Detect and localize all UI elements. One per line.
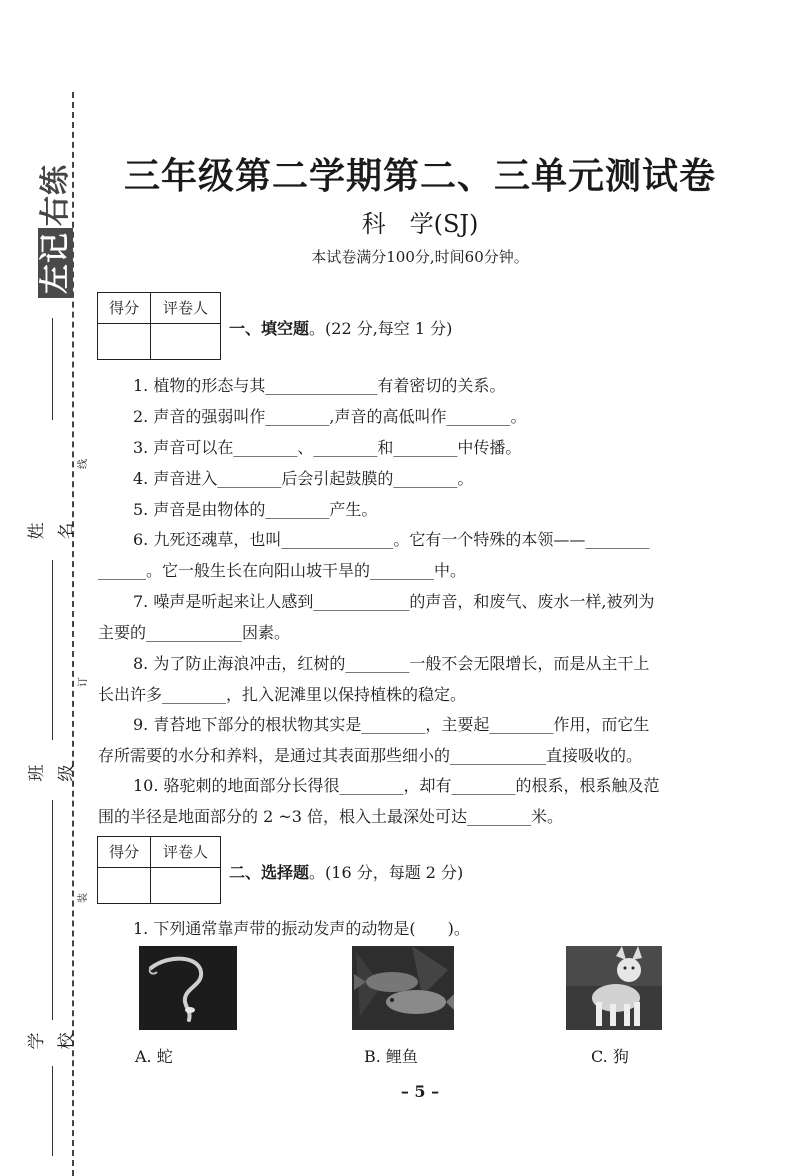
- question-line: 1. 植物的形态与其______________有着密切的关系。: [133, 376, 506, 395]
- score-table: [97, 836, 221, 904]
- school-label: 学校: [27, 1032, 77, 1050]
- score-table: [97, 292, 221, 360]
- school-field-line: [52, 1066, 53, 1156]
- page-number: – 5 –: [400, 1082, 440, 1101]
- name-field-line: [52, 560, 53, 640]
- grader-header: 评卷人: [162, 843, 208, 861]
- name-label: 姓名: [27, 522, 77, 540]
- question-line: 长出许多________，扎入泥滩里以保持植株的稳定。: [98, 685, 467, 704]
- section2-label: 二、选择题: [229, 863, 310, 882]
- option-c: C. 狗: [591, 1047, 629, 1066]
- bind-mark-line: 线: [78, 459, 89, 469]
- margin-rule: [52, 318, 53, 420]
- exam-info: 本试卷满分100分,时间60分钟。: [311, 248, 529, 266]
- question-line: 6. 九死还魂草，也叫______________。它有一个特殊的本领——________: [133, 530, 650, 549]
- question-line: 4. 声音进入________后会引起鼓膜的________。: [133, 469, 474, 488]
- question-line: 3. 声音可以在________、________和________中传播。: [133, 438, 522, 457]
- question-line: 存所需要的水分和养料，是通过其表面那些细小的____________直接吸收的。: [98, 746, 643, 765]
- bind-mark-zhuang: 装: [78, 893, 89, 903]
- score-header: 得分: [108, 843, 139, 861]
- option-b: B. 鲤鱼: [364, 1047, 418, 1066]
- brand-plain-text: 右练: [38, 164, 73, 226]
- page-title: 三年级第二学期第二、三单元测试卷: [123, 155, 716, 197]
- question-line: 7. 噪声是听起来让人感到____________的声音，和废气、废水一样,被列为: [133, 592, 655, 611]
- section1-heading: [229, 316, 452, 339]
- question-line: ______。它一般生长在向阳山坡干旱的________中。: [98, 561, 467, 580]
- carp-image: [352, 946, 454, 1030]
- dog-image: [566, 946, 662, 1030]
- margin-rule: [52, 890, 53, 1020]
- question-line: 5. 声音是由物体的________产生。: [133, 500, 378, 519]
- grader-header: 评卷人: [162, 299, 208, 317]
- brand-box-text: 左记: [38, 228, 73, 298]
- question-line: 9. 青苔地下部分的根状物其实是________，主要起________作用，而它生: [133, 715, 650, 734]
- question-line: 10. 骆驼刺的地面部分长得很________，却有________的根系，根系触及范: [133, 776, 660, 795]
- snake-image: [139, 946, 237, 1030]
- bind-mark-ding: 订: [78, 677, 89, 687]
- section1-label: 一、填空题: [229, 319, 310, 338]
- brand-logo: [30, 164, 74, 294]
- question-line: 围的半径是地面部分的 2 ~3 倍，根入土最深处可达________米。: [98, 807, 564, 826]
- question-line: 8. 为了防止海浪冲击，红树的________一般不会无限增长，而是从主干上: [133, 654, 650, 673]
- choice-question: 1. 下列通常靠声带的振动发声的动物是( )。: [133, 919, 470, 938]
- margin-rule: [52, 640, 53, 740]
- class-label: 班级: [27, 764, 77, 782]
- section2-heading: [229, 860, 463, 883]
- score-header: 得分: [108, 299, 139, 317]
- section1-detail: 。(22 分,每空 1 分): [309, 319, 453, 338]
- class-field-line: [52, 800, 53, 890]
- option-a: A. 蛇: [135, 1047, 173, 1066]
- question-line: 主要的____________因素。: [98, 623, 291, 642]
- section2-detail: 。(16 分，每题 2 分): [309, 863, 464, 882]
- question-line: 2. 声音的强弱叫作________,声音的高低叫作________。: [133, 407, 527, 426]
- page-subtitle: 科 学(SJ): [361, 210, 479, 238]
